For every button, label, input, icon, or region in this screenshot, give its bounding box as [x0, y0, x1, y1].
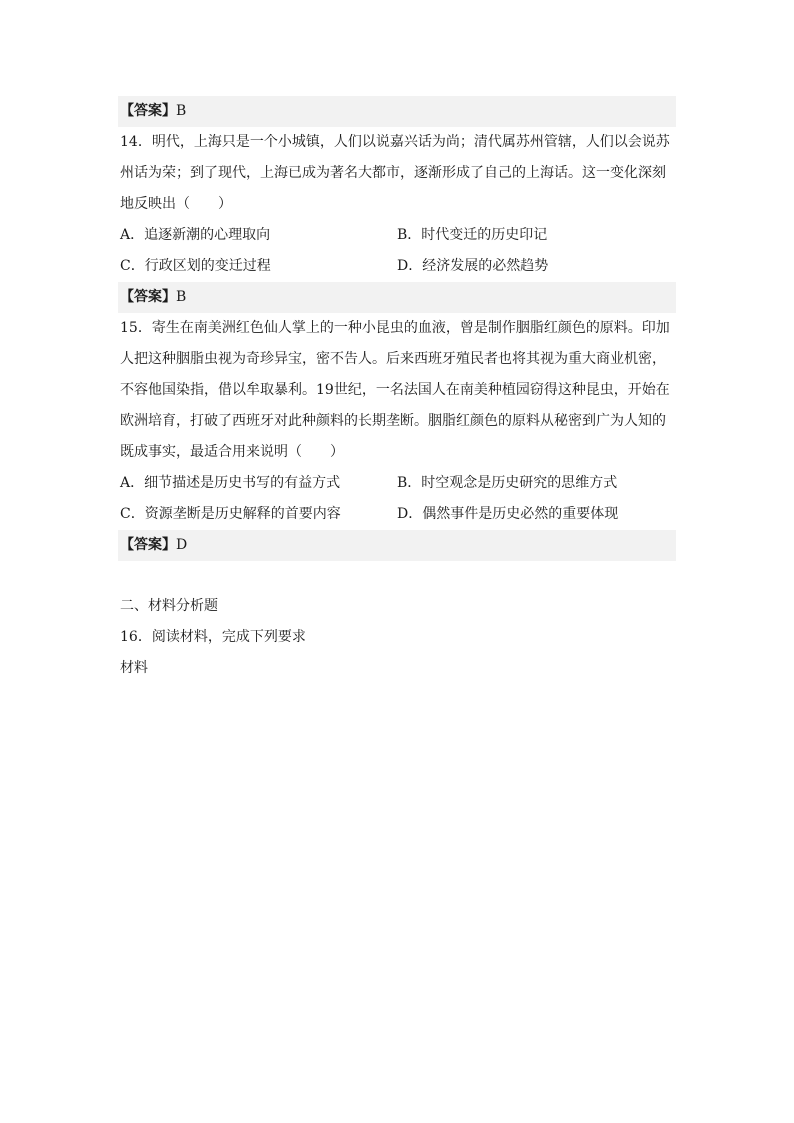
question-15-text: 15．寄生在南美洲红色仙人掌上的一种小昆虫的血液，曾是制作胭脂红颜色的原料。印加人把这种胭脂虫视为奇珍异宝，密不告人。后来西班牙殖民者也将其视为重大商业机密，不容他国染指，借以牟取暴利。19世纪，一名法国人在南美种植园窃得这种昆虫，开始在欧洲培育，打破了西班牙对此种颜料的长期垄断。胭脂红颜色的原料从秘密到广为人知的既成事实，最适合用来说明（ ） [120, 320, 670, 460]
answer-label: 【答案】 [120, 103, 176, 119]
answer-value: D [176, 537, 188, 553]
question-14-option-b: B．时代变迁的历史印记 [397, 227, 548, 243]
question-14-option-d: D．经济发展的必然趋势 [397, 258, 549, 274]
question-16-text: 16．阅读材料，完成下列要求 [120, 629, 306, 645]
document-page [118, 96, 676, 684]
answer-value: B [176, 103, 187, 119]
question-15-option-c: C．资源垄断是历史解释的首要内容 [120, 506, 341, 522]
answer-13 [118, 96, 676, 127]
question-15-option-d: D．偶然事件是历史必然的重要体现 [397, 506, 619, 522]
question-15-option-a: A．细节描述是历史书写的有益方式 [120, 475, 341, 491]
question-15-options [118, 468, 676, 530]
answer-14 [118, 282, 676, 313]
question-15-option-b: B．时空观念是历史研究的思维方式 [397, 475, 618, 491]
question-14-option-a: A．追逐新潮的心理取向 [120, 227, 271, 243]
question-14-option-c: C．行政区划的变迁过程 [120, 258, 271, 274]
answer-label: 【答案】 [120, 537, 176, 553]
material-label: 材料 [120, 660, 148, 676]
answer-15 [118, 530, 676, 561]
spacer [118, 561, 676, 591]
answer-value: B [176, 289, 187, 305]
section-heading: 二、材料分析题 [120, 598, 218, 614]
question-14-options [118, 220, 676, 282]
answer-label: 【答案】 [120, 289, 176, 305]
question-14-text: 14．明代，上海只是一个小城镇，人们以说嘉兴话为尚；清代属苏州管辖，人们以会说苏州话为荣；到了现代，上海已成为著名大都市，逐渐形成了自己的上海话。这一变化深刻地反映出（ ） [120, 134, 670, 212]
